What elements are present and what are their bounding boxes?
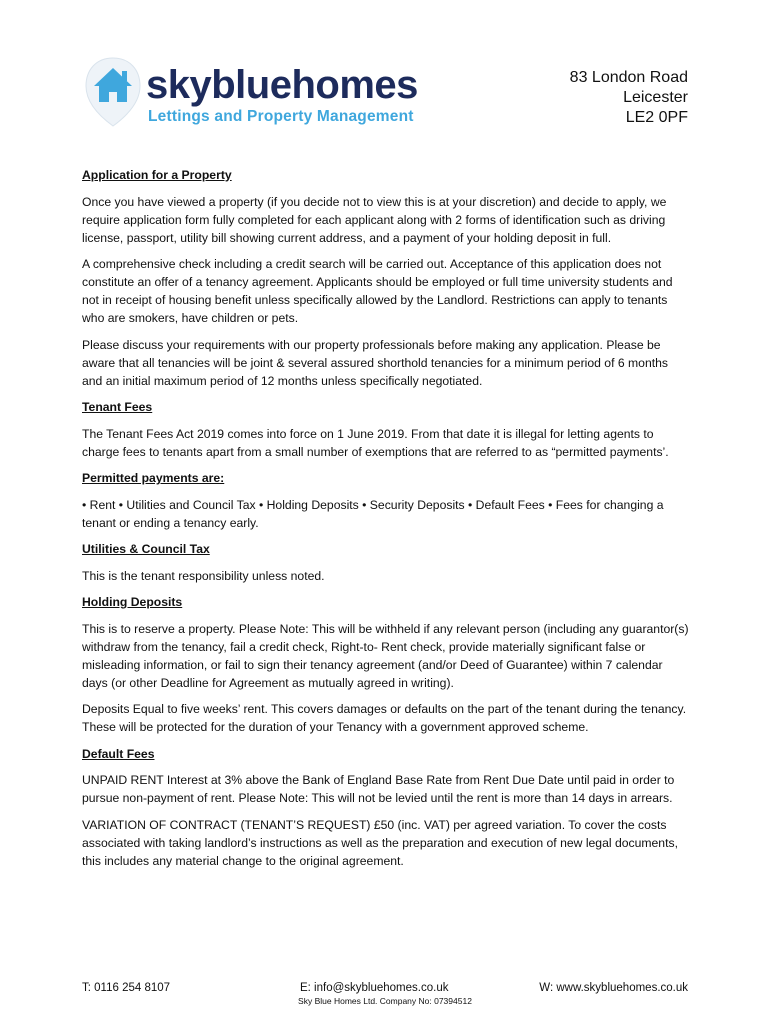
office-address bbox=[570, 68, 688, 128]
house-logo-icon bbox=[82, 56, 144, 128]
section-utilities bbox=[82, 540, 690, 585]
section-holding-deposits bbox=[82, 593, 690, 736]
logo-tagline: Lettings and Property Management bbox=[148, 108, 414, 125]
section-heading: Default Fees bbox=[82, 746, 155, 761]
paragraph: A comprehensive check including a credit search will be carried out. Acceptance of this application does not constitute an offer of a tenancy agreement. Applicants should be employed or full time university students and not in receipt of housing benefit unless specifically allowed by the Landlord. Restrictions can apply to tenants who are smokers, have children or pets. bbox=[82, 257, 673, 325]
paragraph: This is the tenant responsibility unless noted. bbox=[82, 568, 325, 583]
paragraph: The Tenant Fees Act 2019 comes into force on 1 June 2019. From that date it is illegal for letting agents to charge fees to tenants apart from a small number of exemptions that are referred to as “permitted payments’. bbox=[82, 426, 669, 459]
address-line: LE2 0PF bbox=[625, 109, 688, 126]
section-heading: Tenant Fees bbox=[82, 400, 153, 414]
section-heading: Application for a Property bbox=[82, 168, 232, 182]
footer-phone: T: 0116 254 8107 bbox=[82, 982, 171, 994]
document-body bbox=[82, 166, 690, 878]
paragraph: Deposits Equal to five weeks’ rent. This covers damages or defaults on the part of the tenant during the tenancy. These will be protected for the duration of your Tenancy with a government approved scheme. bbox=[82, 702, 687, 734]
logo-name: skybluehomes bbox=[146, 63, 418, 107]
section-default-fees bbox=[82, 745, 690, 870]
paragraph: Please discuss your requirements with our property professionals before making any application. Please be aware that all tenancies will be joint & several assured shorthold tenancies for a minimum period of 6 months and an initial maximum period of 12 months unless specifically negotiated. bbox=[82, 337, 668, 388]
section-application bbox=[82, 166, 690, 390]
footer-email: E: info@skybluehomes.co.uk bbox=[300, 982, 449, 994]
company-logo bbox=[82, 56, 482, 136]
address-line: Leicester bbox=[623, 89, 688, 106]
paragraph: • Rent • Utilities and Council Tax • Holding Deposits • Security Deposits • Default Fees • Fees for changing a tenant or ending a tenancy early. bbox=[82, 497, 664, 530]
section-permitted-payments bbox=[82, 469, 690, 532]
paragraph: This is to reserve a property. Please Note: This will be withheld if any relevant person (including any guarantor(s) withdraw from the tenancy, fail a credit check, Right-to- Rent check, provide materially significant false or misleading information, or fail to sign their tenancy agreement (and/or Deed of Guarantee) within 7 calendar days (or other Deadline for Agreement as mutually agreed in writing). bbox=[82, 621, 689, 690]
address-line: 83 London Road bbox=[569, 69, 688, 86]
section-heading: Utilities & Council Tax bbox=[82, 542, 210, 556]
footer-company-info: Sky Blue Homes Ltd. Company No: 07394512 bbox=[298, 996, 472, 1006]
paragraph: Once you have viewed a property (if you decide not to view this is at your discretion) and decide to apply, we require application form fully completed for each applicant along with 2 forms of identification such as driving license, passport, utility bill showing current address, and a payment of your holding deposit in full. bbox=[82, 194, 667, 245]
section-tenant-fees bbox=[82, 398, 690, 461]
section-heading: Permitted payments are: bbox=[82, 471, 225, 485]
paragraph: VARIATION OF CONTRACT (TENANT’S REQUEST) £50 (inc. VAT) per agreed variation. To cover the costs associated with taking landlord’s instructions as well as the preparation and execution of new legal documents, this includes any material change to the original agreement. bbox=[82, 817, 678, 868]
paragraph: UNPAID RENT Interest at 3% above the Bank of England Base Rate from Rent Due Date until paid in order to pursue non-payment of rent. Please Note: This will not be levied until the rent is more than 14 days in arrears. bbox=[82, 773, 675, 805]
section-heading: Holding Deposits bbox=[82, 595, 183, 609]
footer-website: W: www.skybluehomes.co.uk bbox=[539, 982, 688, 994]
